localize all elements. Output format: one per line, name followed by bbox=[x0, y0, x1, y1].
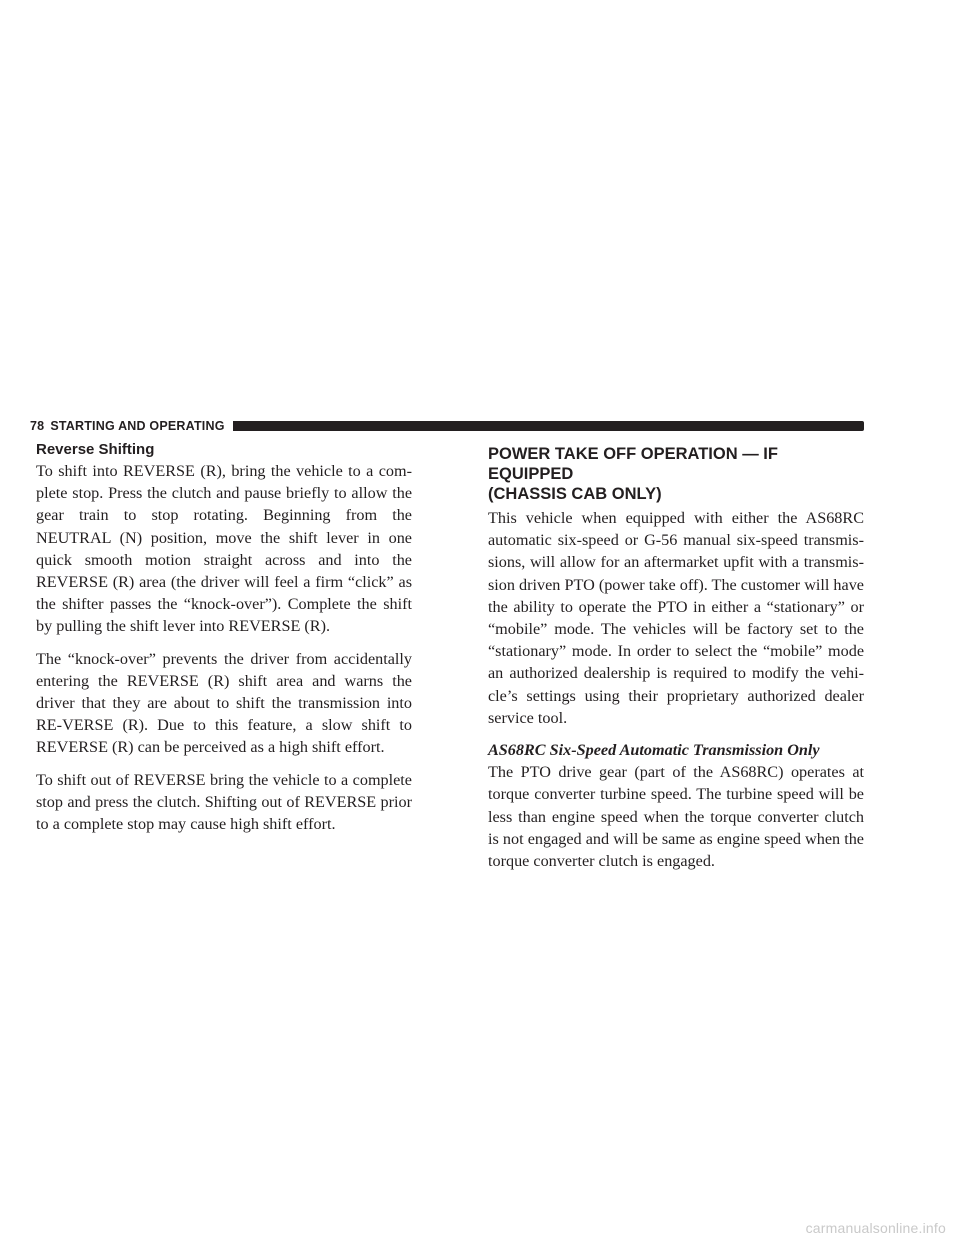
page-number: 78 bbox=[30, 419, 45, 433]
pto-heading bbox=[488, 444, 864, 504]
reverse-paragraph-1: To shift into REVERSE (R), bring the vehicle to a com-plete stop. Press the clutch and pause briefly to allow the gear train to stop rotating. Beginning from the NEUTRAL (N) position, move the shift lever in one quick smooth motion straight across and into the REVERSE (R) area (the driver will feel a firm “click” as the shifter passes the “knock-over”). Complete the shift by pulling the shift lever into REVERSE (R). bbox=[36, 462, 412, 636]
as68rc-paragraph: The PTO drive gear (part of the AS68RC) operates at torque converter turbine speed. The turbine speed will be less than engine speed when the torque converter clutch is not engaged and will be same as engine speed when the torque converter clutch is engaged. bbox=[488, 763, 864, 871]
pto-heading-line-2: (CHASSIS CAB ONLY) bbox=[488, 485, 662, 503]
section-title: STARTING AND OPERATING bbox=[50, 419, 225, 433]
watermark: carmanualsonline.info bbox=[805, 1220, 946, 1236]
pto-heading-line-1: POWER TAKE OFF OPERATION — IF EQUIPPED bbox=[488, 445, 778, 483]
header-rule bbox=[233, 421, 864, 431]
left-column bbox=[36, 440, 412, 845]
pto-intro-paragraph: This vehicle when equipped with either the AS68RC automatic six-speed or G-56 manual six-speed transmis-sions, will allow for an aftermarket upfit with a transmis-sion driven PTO (power take off). The customer will have the ability to operate the PTO in either a “stationary” or “mobile” mode. The vehicles will be factory set to the “stationary” mode. In order to select the “mobile” mode an authorized dealership is required to modify the vehi-cle’s settings using their proprietary authorized dealer service tool. bbox=[488, 509, 864, 727]
header-label bbox=[30, 419, 225, 433]
page-header bbox=[30, 418, 864, 434]
right-column bbox=[488, 440, 864, 882]
as68rc-subheading: AS68RC Six-Speed Automatic Transmission Only bbox=[488, 741, 820, 760]
reverse-shifting-heading: Reverse Shifting bbox=[36, 441, 155, 458]
reverse-paragraph-3: To shift out of REVERSE bring the vehicle to a complete stop and press the clutch. Shifting out of REVERSE prior to a complete stop may cause high shift effort. bbox=[36, 770, 412, 834]
reverse-paragraph-2: The “knock-over” prevents the driver from accidentally entering the REVERSE (R) shift area and warns the driver that they are about to shift the transmission into RE-VERSE (R). Due to this feature, a slow shift to REVERSE (R) can be perceived as a high shift effort. bbox=[36, 649, 412, 757]
